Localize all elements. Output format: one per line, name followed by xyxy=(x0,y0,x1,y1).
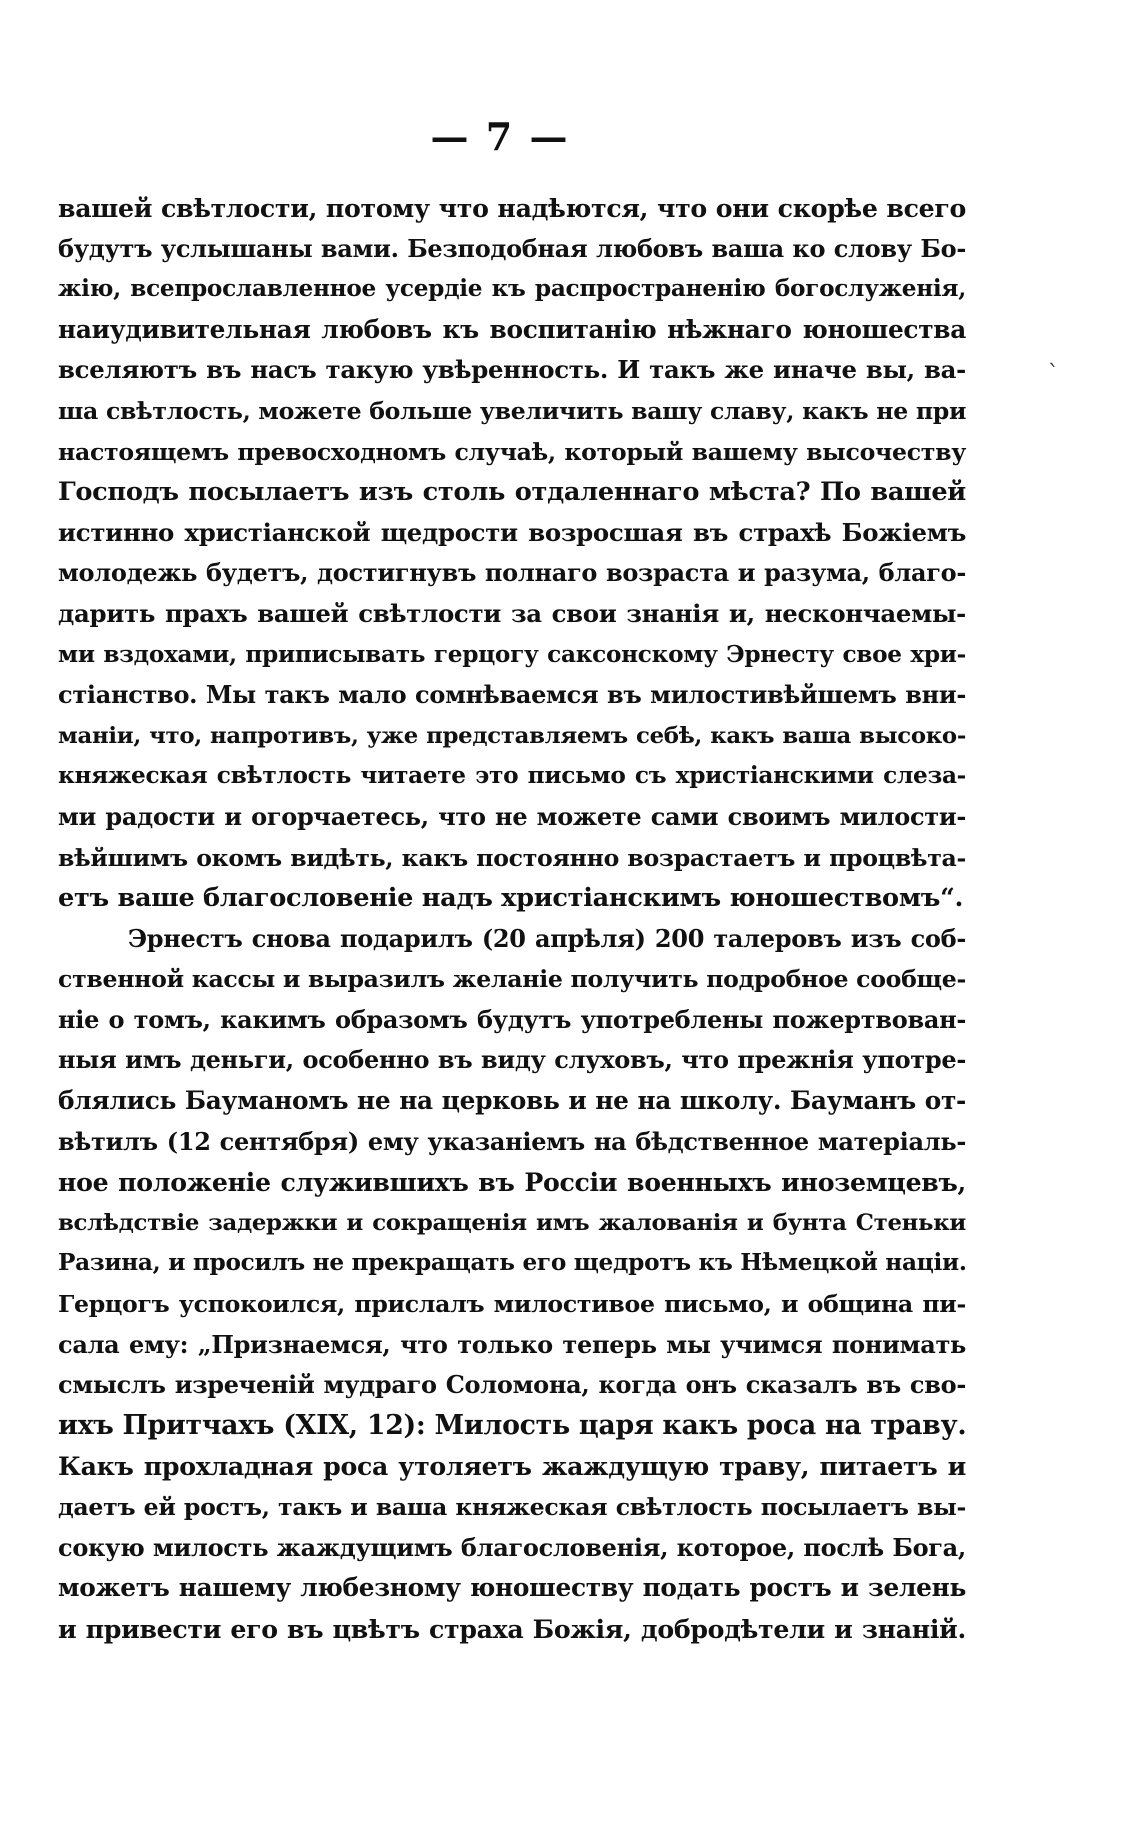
body-text xyxy=(58,188,966,1649)
text-line: будутъ услышаны вами. Безподобная любовъ ваша ко слову Бо- xyxy=(58,233,966,263)
text-line: Герцогъ успокоился, прислалъ милостивое письмо, и община пи- xyxy=(58,1290,966,1319)
text-line: даетъ ей ростъ, такъ и ваша княжеская свѣтлость посылаетъ вы- xyxy=(58,1493,966,1521)
text-line: ніе о томъ, какимъ образомъ будутъ употреблены пожертвован- xyxy=(58,1004,966,1034)
text-line: блялись Бауманомъ не на церковь и не на школу. Бауманъ от- xyxy=(58,1086,966,1116)
text-line: истинно христіанской щедрости возросшая въ страхѣ Божіемъ xyxy=(58,517,966,547)
text-line: вѣтилъ (12 сентября) ему указаніемъ на бѣдственное матеріаль- xyxy=(58,1126,966,1156)
text-line: вашей свѣтлости, потому что надѣются, что они скорѣе всего xyxy=(58,193,966,223)
text-line: дарить прахъ вашей свѣтлости за свои знанія и, нескончаемы- xyxy=(58,598,966,628)
text-line: ственной кассы и выразилъ желаніе получить подробное сообще- xyxy=(58,965,966,994)
text-line: Господъ посылаетъ изъ столь отдаленнаго мѣста? По вашей xyxy=(58,477,966,508)
text-line: ное положеніе служившихъ въ Россіи военныхъ иноземцевъ, xyxy=(58,1167,966,1198)
paragraph-2 xyxy=(58,919,966,1650)
text-line: сала ему: „Признаемся, что только теперь мы учимся понимать xyxy=(58,1329,966,1359)
text-line: настоящемъ превосходномъ случаѣ, который вашему высочеству xyxy=(58,437,966,466)
text-line: сокую милость жаждущимъ благословенія, которое, послѣ Бога, xyxy=(58,1532,966,1562)
text-line: етъ ваше благословеніе надъ христіанскимъ юношествомъ“. xyxy=(58,883,964,914)
text-line: ша свѣтлость, можете больше увеличить вашу славу, какъ не при xyxy=(58,396,967,425)
text-line: можетъ нашему любезному юношеству подать ростъ и зелень xyxy=(58,1573,966,1603)
text-line: вслѣдствіе задержки и сокращенія имъ жалованія и бунта Стеньки xyxy=(58,1209,966,1236)
text-line: молодежь будетъ, достигнувъ полнаго возраста и разума, благо- xyxy=(58,558,966,588)
text-line: ми радости и огорчаетесь, что не можете сами своимъ милости- xyxy=(58,801,966,831)
text-line: ныя имъ деньги, особенно въ виду слуховъ, что прежнія употре- xyxy=(58,1045,966,1075)
margin-mark: ` xyxy=(1048,362,1059,387)
text-line: вѣйшимъ окомъ видѣть, какъ постоянно возрастаетъ и процвѣта- xyxy=(58,843,966,872)
text-line: маніи, что, напротивъ, уже представляемъ себѣ, какъ ваша высоко- xyxy=(58,722,966,749)
text-line: Эрнестъ снова подарилъ (20 апрѣля) 200 талеровъ изъ соб- xyxy=(128,923,966,953)
text-line: и привести его въ цвѣтъ страха Божія, добродѣтели и знаній. xyxy=(58,1613,966,1644)
text-line: вселяютъ въ насъ такую увѣренность. И такъ же иначе вы, ва- xyxy=(58,355,966,385)
page-number: — 7 — xyxy=(430,114,570,159)
text-line: ихъ Притчахъ (XIX, 12): Милость царя какъ роса на траву. xyxy=(58,1409,967,1441)
paragraph-1 xyxy=(58,188,966,919)
text-line: наиудивительная любовъ къ воспитанію нѣжнаго юношества xyxy=(58,314,966,344)
text-line: Какъ прохладная роса утоляетъ жаждущую траву, питаетъ и xyxy=(58,1451,966,1482)
text-line: стіанство. Мы такъ мало сомнѣваемся въ милостивѣйшемъ вни- xyxy=(58,680,966,710)
text-line: смыслъ изреченій мудраго Соломона, когда онъ сказалъ въ сво- xyxy=(58,1370,966,1400)
text-line: княжеская свѣтлость читаете это письмо съ христіанскими слеза- xyxy=(58,762,966,790)
text-line: Разина, и просилъ не прекращать его щедротъ къ Нѣмецкой націи. xyxy=(58,1249,967,1277)
text-line: ми вздохами, приписывать герцогу саксонскому Эрнесту свое хри- xyxy=(58,640,966,668)
text-line: жію, всепрославленное усердіе къ распространенію богослуженія, xyxy=(58,275,966,303)
